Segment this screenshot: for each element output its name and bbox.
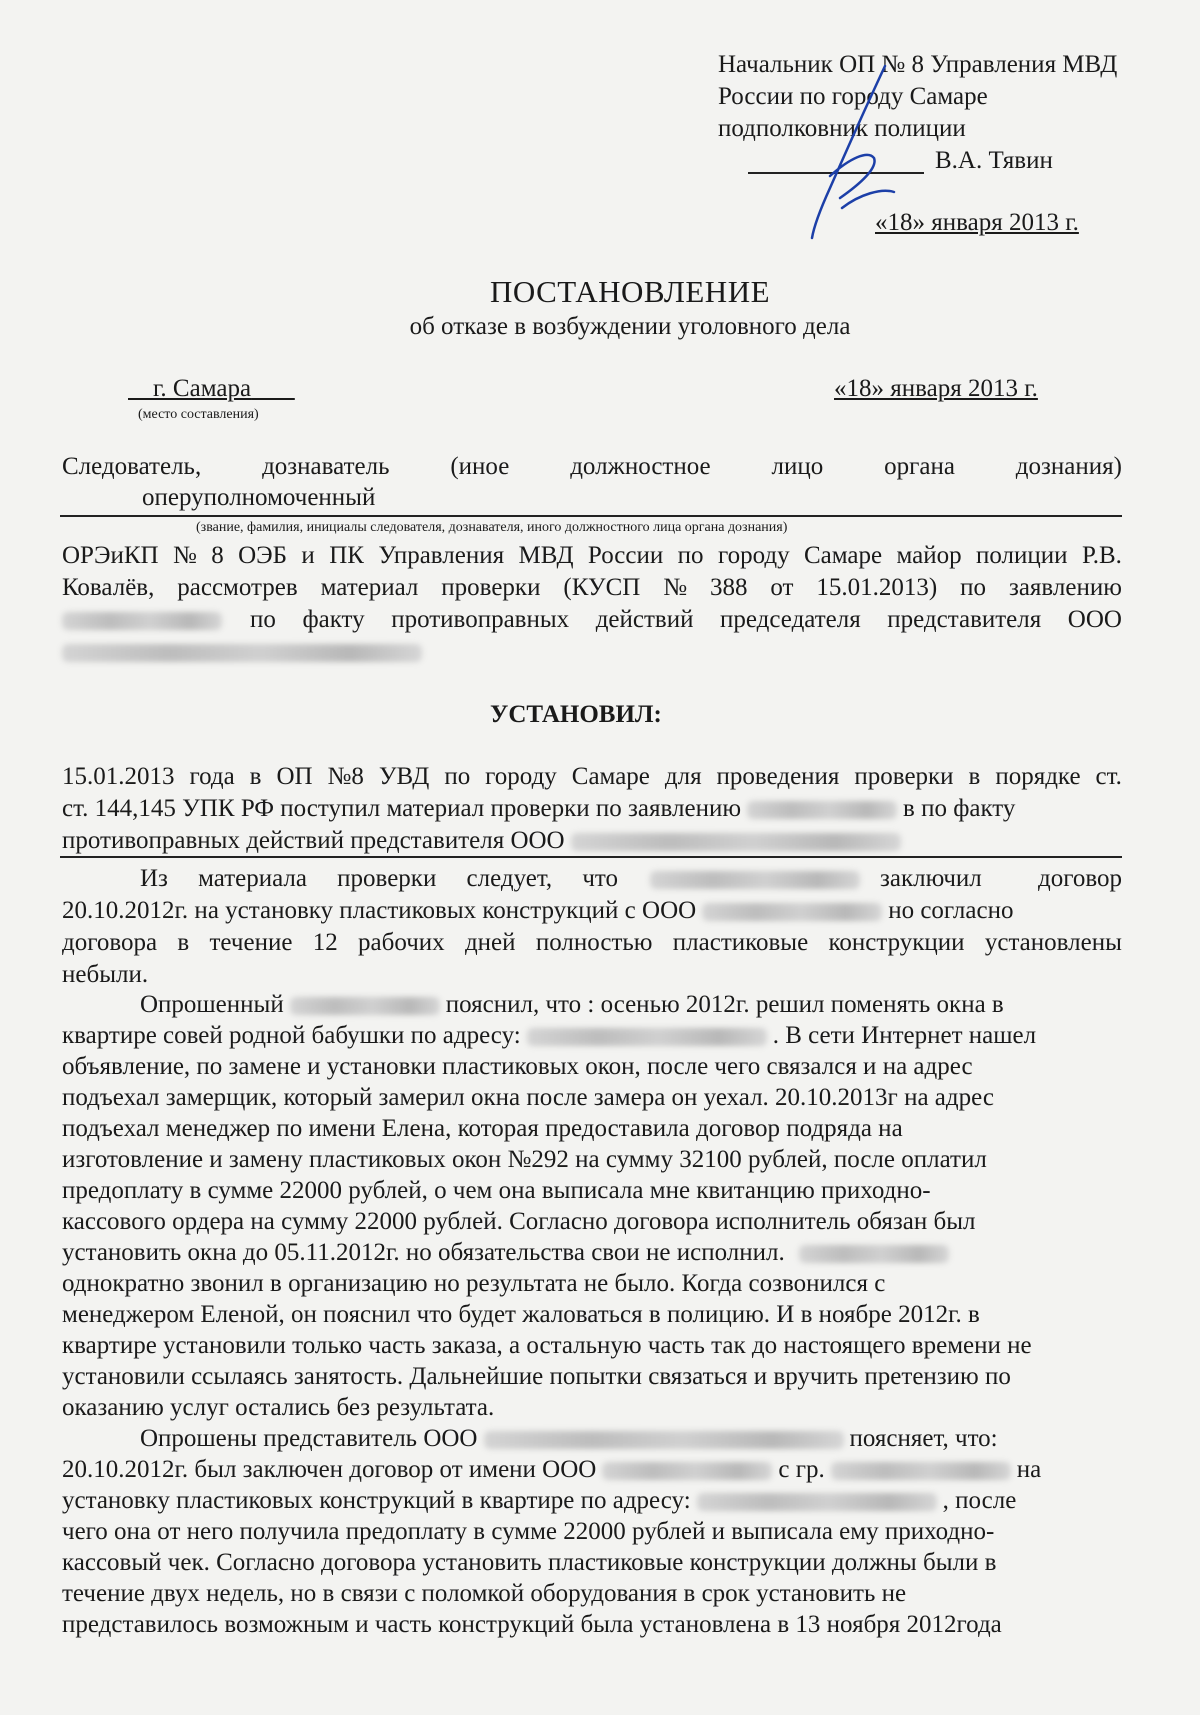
officer-caption: (звание, фамилия, инициалы следователя, дознавателя, иного должностного лица органа дознания) <box>196 520 788 535</box>
p4-line-5: кассовый чек. Согласно договора установить пластиковые конструкции должны были в <box>62 1549 997 1576</box>
p2-line-3: договора в течение 12 рабочих дней полностью пластиковые конструкции установлены <box>62 929 1122 956</box>
place-caption: (место составления) <box>138 407 259 422</box>
approval-line-1: Начальник ОП № 8 Управления МВД <box>718 51 1118 78</box>
p3-line-4: подъехал замерщик, который замерил окна после замера он уехал. 20.10.2013г на адрес <box>62 1084 994 1111</box>
p4-line-3: установку пластиковых конструкций в квартире по адресу: , после <box>62 1487 1017 1514</box>
p3-line-8: кассового ордера на сумму 22000 рублей. Согласно договора исполнитель обязан был <box>62 1208 976 1235</box>
p1-rule <box>60 856 1122 858</box>
intro-line-3: по факту противоправных действий председателя представителя ООО <box>250 606 1122 633</box>
intro-line-1: ОРЭиКП № 8 ОЭБ и ПК Управления МВД России по городу Самаре майор полиции Р.В. <box>62 542 1122 569</box>
officer-header: Следователь, дознаватель (иное должностное лицо органа дознания) <box>62 453 1122 480</box>
p3-line-3: объявление, по замене и установки пластиковых окон, после чего связался и на адрес <box>62 1053 973 1080</box>
p3-line-7: предоплату в сумме 22000 рублей, о чем она выписала мне квитанцию приходно- <box>62 1177 931 1204</box>
p1-line-1: 15.01.2013 года в ОП №8 УВД по городу Самаре для проведения проверки в порядке ст. <box>62 763 1122 790</box>
p4-line-1: Опрошены представитель ООО поясняет, что: <box>140 1425 998 1452</box>
p2-line-2: 20.10.2012г. на установку пластиковых конструкций с ООО но согласно <box>62 897 1014 924</box>
p3-line-14: оказанию услуг остались без результата. <box>62 1394 495 1421</box>
intro-redaction-applicant <box>62 605 228 635</box>
p4-line-7: представилось возможным и часть конструкций была установлена в 13 ноября 2012года <box>62 1611 1002 1638</box>
page-title: ПОСТАНОВЛЕНИЕ <box>489 274 771 309</box>
document-date: «18» января 2013 г. <box>834 375 1038 402</box>
page-subtitle: об отказе в возбуждении уголовного дела <box>409 313 851 340</box>
p1-line-2: ст. 144,145 УПК РФ поступил материал проверки по заявлению в по факту <box>62 795 1016 822</box>
p3-line-12: квартире установили только часть заказа, а остальную часть так до настоящего времени не <box>62 1332 1032 1359</box>
place: г. Самара <box>153 375 252 402</box>
p2-redaction-applicant <box>650 864 866 894</box>
officer-rule <box>60 515 1122 517</box>
established-heading: УСТАНОВИЛ: <box>490 701 662 728</box>
p4-line-4: чего она от него получила предоплату в сумме 22000 рублей и выписала ему приходно- <box>62 1518 995 1545</box>
p3-line-2: квартире совей родной бабушки по адресу: . В сети Интернет нашел <box>62 1022 1037 1049</box>
intro-redaction-company <box>62 637 428 667</box>
intro-line-2: Ковалёв, рассмотрев материал проверки (КУСП № 388 от 15.01.2013) по заявлению <box>62 574 1122 601</box>
p3-line-9: установить окна до 05.11.2012г. но обязательства свои не исполнил. <box>62 1238 955 1268</box>
p3-line-13: установили ссылаясь занятость. Дальнейшие попытки связаться и вручить претензию по <box>62 1363 1011 1390</box>
p2-line-4: небыли. <box>62 961 149 988</box>
p3-line-5: подъехал менеджер по имени Елена, которая предоставила договор подряда на <box>62 1115 903 1142</box>
approval-line-3: подполковник полиции <box>718 115 966 142</box>
p2-line-1a: Из материала проверки следует, что <box>140 865 618 892</box>
p2-line-1b: заключил договор <box>880 865 1122 892</box>
approval-date: «18» января 2013 г. <box>875 209 1079 236</box>
p3-line-11: менеджером Еленой, он пояснил что будет жаловаться в полицию. И в ноябре 2012г. в <box>62 1301 980 1328</box>
officer-role: оперуполномоченный <box>142 484 376 511</box>
approval-line-2: России по городу Самаре <box>718 83 988 110</box>
p3-line-6: изготовление и замену пластиковых окон №292 на сумму 32100 рублей, после оплатил <box>62 1146 987 1173</box>
p3-line-10: однократно звонил в организацию но результата не было. Когда созвонился с <box>62 1270 886 1297</box>
p3-line-1: Опрошенный пояснил, что : осенью 2012г. решил поменять окна в <box>140 991 1004 1018</box>
p4-line-2: 20.10.2012г. был заключен договор от имени ООО с гр. на <box>62 1456 1042 1483</box>
approver-name: В.А. Тявин <box>935 147 1053 174</box>
p1-line-3: противоправных действий представителя ООО <box>62 826 907 856</box>
p4-line-6: течение двух недель, но в связи с поломкой оборудования в срок установить не <box>62 1580 907 1607</box>
